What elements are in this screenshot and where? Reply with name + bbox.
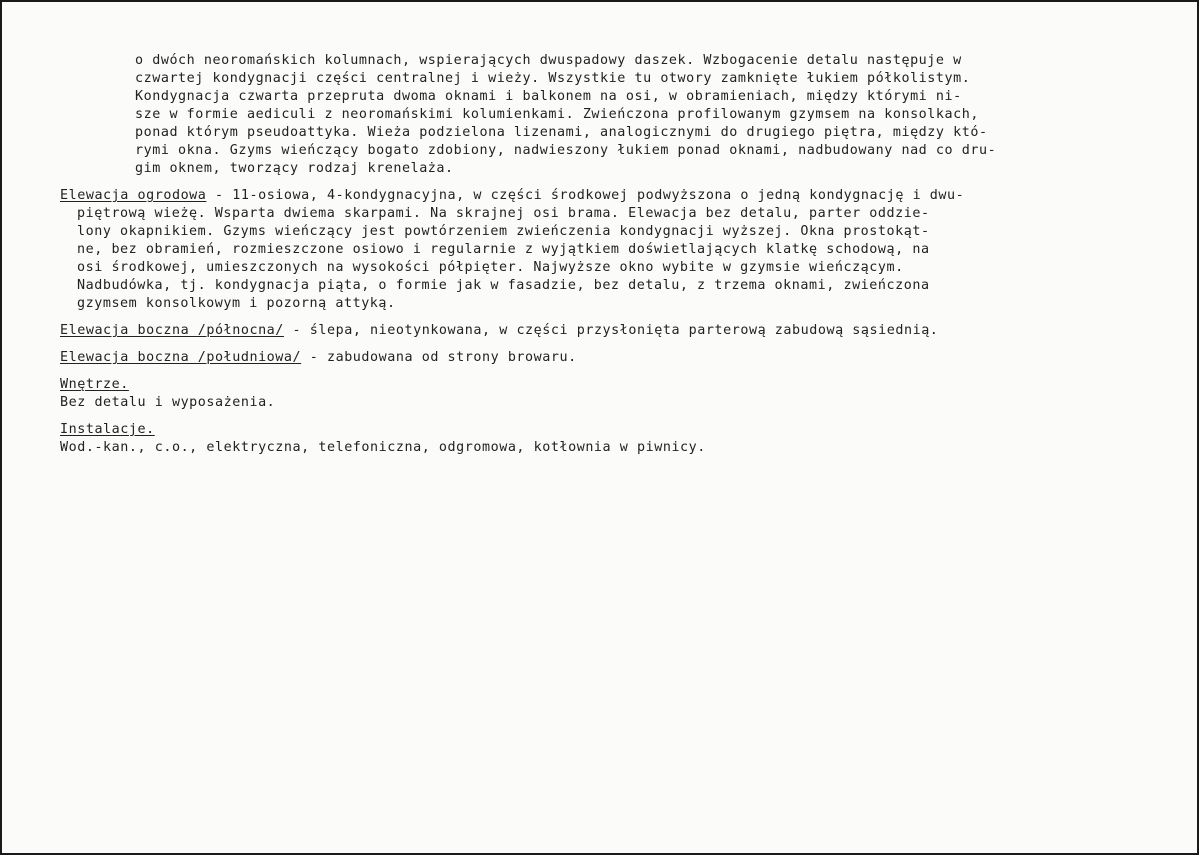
typewritten-text — [60, 52, 1170, 457]
interior-heading-line — [60, 376, 1170, 394]
installations-text: Wod.-kan., c.o., elektryczna, telefoniczna, odgromowa, kotłownia w piwnicy. — [60, 440, 706, 455]
north-heading: Elewacja boczna /północna/ — [60, 323, 284, 338]
spacer — [60, 313, 1170, 322]
south-heading: Elewacja boczna /południowa/ — [60, 350, 302, 365]
section-garden-elevation — [60, 187, 1170, 313]
spacer — [60, 340, 1170, 349]
intro-line: rymi okna. Gzyms wieńczący bogato zdobiony, nadwieszony łukiem ponad oknami, nadbudowany nad co dru- — [135, 143, 997, 158]
interior-text: Bez detalu i wyposażenia. — [60, 395, 276, 410]
intro-line: Kondygnacja czwarta przepruta dwoma oknami i balkonem na osi, w obramieniach, między którymi ni- — [135, 89, 962, 104]
garden-line: lony okapnikiem. Gzyms wieńczący jest powtórzeniem zwieńczenia kondygnacji wyższej. Okna prostokąt- — [77, 224, 930, 239]
spacer — [60, 412, 1170, 421]
interior-heading: Wnętrze. — [60, 377, 129, 392]
intro-line: czwartej kondygnacji części centralnej i wieży. Wszystkie tu otwory zamknięte łukiem półkolistym. — [135, 71, 971, 86]
garden-heading: Elewacja ogrodowa — [60, 188, 207, 203]
garden-first-line — [60, 187, 1170, 205]
south-text: - zabudowana od strony browaru. — [301, 350, 577, 365]
section-south-elevation — [60, 349, 1170, 367]
garden-line: Nadbudówka, tj. kondygnacja piąta, o formie jak w fasadzie, bez detalu, z trzema oknami, zwieńczona — [77, 278, 930, 293]
garden-first-line-text: - 11-osiowa, 4-kondygnacyjna, w części środkowej podwyższona o jedną kondygnację i dwu- — [206, 188, 965, 203]
intro-line: ponad którym pseudoattyka. Wieża podzielona lizenami, analogicznymi do drugiego piętra, między któ- — [135, 125, 988, 140]
north-text: - ślepa, nieotynkowana, w części przysłonięta parterową zabudową sąsiednią. — [283, 323, 939, 338]
garden-line: piętrową wieżę. Wsparta dwiema skarpami. Na skrajnej osi brama. Elewacja bez detalu, parter oddzie- — [77, 206, 930, 221]
spacer — [60, 367, 1170, 376]
installations-heading: Instalacje. — [60, 422, 155, 437]
spacer — [60, 178, 1170, 187]
section-north-elevation — [60, 322, 1170, 340]
intro-line: gim oknem, tworzący rodzaj krenelaża. — [135, 161, 454, 176]
intro-line: o dwóch neoromańskich kolumnach, wspierających dwuspadowy daszek. Wzbogacenie detalu następuje w — [135, 53, 962, 68]
intro-line: sze w formie aediculi z neoromańskimi kolumienkami. Zwieńczona profilowanym gzymsem na konsolkach, — [135, 107, 979, 122]
section-installations — [60, 421, 1170, 457]
garden-line: ne, bez obramień, rozmieszczone osiowo i regularnie z wyjątkiem doświetlających klatkę schodową, na — [77, 242, 930, 257]
installations-heading-line — [60, 421, 1170, 439]
section-interior — [60, 376, 1170, 412]
garden-line: gzymsem konsolkowym i pozorną attyką. — [77, 296, 396, 311]
paragraph-intro — [60, 52, 1170, 178]
garden-line: osi środkowej, umieszczonych na wysokości półpięter. Najwyższe okno wybite w gzymsie wieńczącym. — [77, 260, 904, 275]
